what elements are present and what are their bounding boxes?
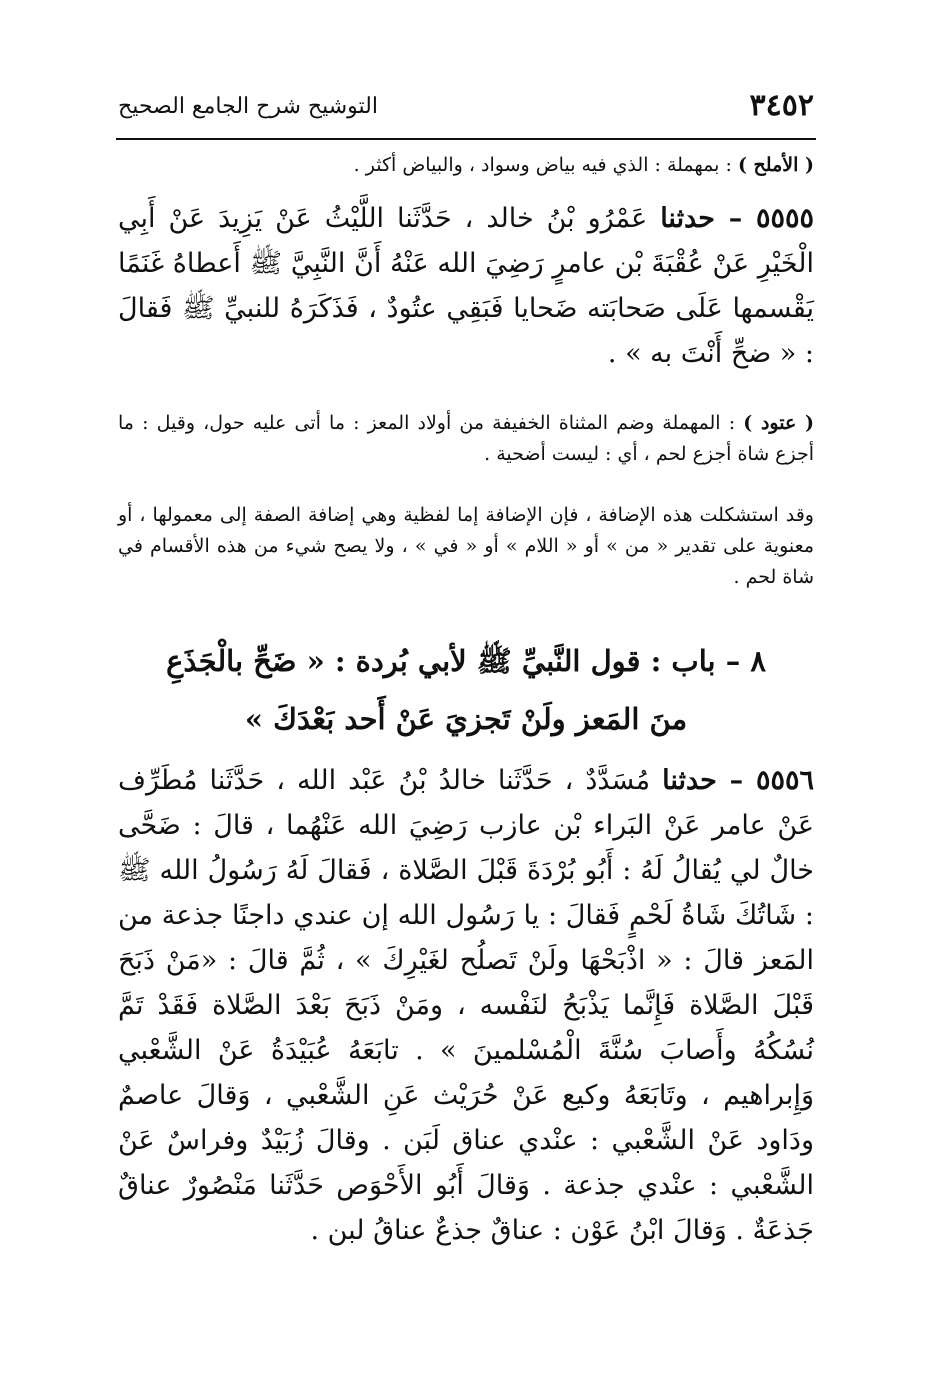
note-paragraph [118, 150, 814, 181]
running-title: التوشيح شرح الجامع الصحيح [118, 94, 378, 119]
note-text: : بمهملة : الذي فيه بياض وسواد ، والبياض أكثر . [353, 154, 738, 176]
hadith-lead: حدثنا [662, 765, 730, 796]
hadith-number: ٥٥٥٦ – [729, 765, 815, 796]
note-text: : المهملة وضم المثناة الخفيفة من أولاد المعز : ما أتى عليه حول، وقيل : ما أجزع شاة أجزع لحم ، أي : ليست أضحية . [118, 412, 814, 465]
note-atud [118, 408, 814, 470]
note-term: ( عتود ) [743, 412, 815, 434]
note-paragraph [118, 408, 814, 470]
hadith-5555 [118, 196, 814, 376]
note-paragraph: وقد استشكلت هذه الإضافة ، فإن الإضافة إما لفظية وهي إضافة الصفة إلى معمولها ، أو معنوية على تقدير « من » أو « اللام » أو « في » ، ولا يصح شيء من هذه الأقسام في شاة لحم . [118, 504, 814, 588]
hadith-text: عَمْرُو بْنُ خالد ، حَدَّثَنا اللَّيْثُ عَنْ يَزِيدَ عَنْ أَبِي الْخَيْرِ عَنْ عُقْبَةَ بْن عامرٍ رَضِيَ الله عَنْهُ أَنَّ النَّبِيَّ ﷺ أَعطاهُ غَنَمًا يَقْسمها عَلَى صَحابَته ضَحايا فَبَقِي عتُودٌ ، فَذَكَرَهُ للنبيِّ ﷺ فَقالَ : « ضحِّ أَنْتَ به » . [118, 203, 814, 369]
chapter-heading-line-2: منَ المَعز ولَنْ تَجزيَ عَنْ أَحد بَعْدَكَ » [244, 702, 688, 736]
page-header [118, 88, 814, 130]
hadith-number: ٥٥٥٥ – [728, 203, 814, 234]
hadith-5556 [118, 758, 814, 1253]
note-term: ( الأملح ) [737, 154, 814, 176]
hadith-paragraph [118, 196, 814, 376]
hadith-lead: حدثنا [660, 203, 729, 234]
chapter-heading-line-1: ٨ – باب : قول النَّبيِّ ﷺ لأبي بُردة : « ضَحِّ بالْجَذَعِ [166, 644, 766, 678]
page-number: ٣٤٥٢ [749, 88, 814, 123]
header-rule [116, 138, 816, 140]
hadith-text: مُسَدَّدٌ ، حَدَّثَنا خالدُ بْنُ عَبْد الله ، حَدَّثَنا مُطَرِّف عَنْ عامر عَنْ البَراء بْن عازب رَضِيَ الله عَنْهُما ، قالَ : ضَحَّى خالٌ لي يُقالُ لَهُ : أَبُو بُرْدَةَ قَبْلَ الصَّلاة ، فَقالَ لَهُ رَسُولُ الله ﷺ : شَاتُكَ شَاةُ لَحْمٍ فَقالَ : يا رَسُول الله إن عندي داجنًا جذعة من المَعز قالَ : « اذْبَحْهَا ولَنْ تَصلُح لغَيْرِكَ » ، ثُمَّ قالَ : «مَنْ ذَبَحَ قَبْلَ الصَّلاة فَإِنَّما يَذْبَحُ لنَفْسه ، ومَنْ ذَبَحَ بَعْدَ الصَّلاة فَقَدْ تَمَّ نُسُكُهُ وأَصابَ سُنَّةَ الْمُسْلمينَ » . تابَعَهُ عُبَيْدَةُ عَنْ الشَّعْبي وَإِبراهيم ، وتَابَعَهُ وكيع عَنْ حُرَيْث عَنِ الشَّعْبي ، وَقالَ عاصمٌ ودَاود عَنْ الشَّعْبي : عنْدي عناق لَبَن . وقالَ زُبَيْدٌ وفراسٌ عَنْ الشَّعْبي : عنْدي جذعة . وَقالَ أَبُو الأَحْوَص حَدَّثَنا مَنْصُورٌ عناقٌ جَذعَةٌ . وَقالَ ابْنُ عَوْن : عناقٌ جذعٌ عناقُ لبن . [118, 765, 814, 1246]
note-idafa [118, 500, 814, 593]
note-amlah [118, 150, 814, 181]
hadith-paragraph [118, 758, 814, 1253]
